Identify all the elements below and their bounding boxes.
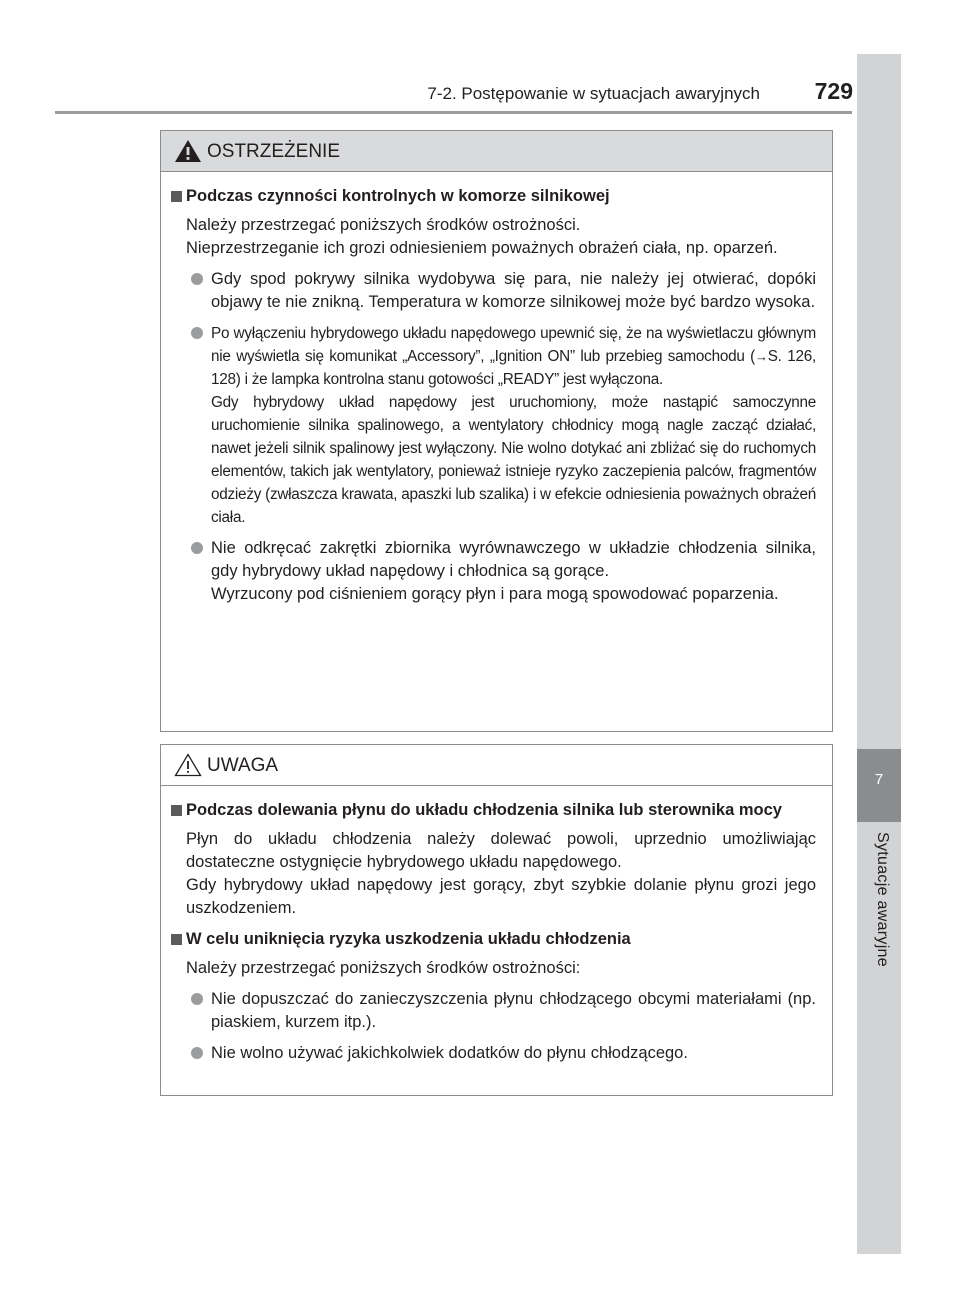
square-bullet-icon bbox=[171, 934, 182, 945]
page-number: 729 bbox=[814, 78, 853, 104]
round-bullet-icon bbox=[191, 273, 203, 285]
notice-heading-2-text: W celu uniknięcia ryzyka uszkodzenia układu chłodzenia bbox=[186, 930, 631, 948]
warning-bullet-2-text-a: Po wyłączeniu hybrydowego układu napędowego upewnić się, że na wyświetlaczu głównym nie wyświetla się komunikat „Accessory”, „Ignition ON” lub przebieg samochodu ( bbox=[211, 325, 816, 365]
warning-header bbox=[161, 131, 832, 172]
warning-bullet-3-text-a: Nie odkręcać zakrętki zbiornika wyrównawczego w układzie chłodzenia silnika, gdy hybrydowy układ napędowy i chłodnica są gorące. bbox=[211, 539, 816, 580]
round-bullet-icon bbox=[191, 327, 203, 339]
warning-bullet-2 bbox=[171, 322, 816, 529]
notice-heading-1 bbox=[171, 799, 816, 822]
square-bullet-icon bbox=[171, 191, 182, 202]
warning-bullet-2-text-c: Gdy hybrydowy układ napędowy jest uruchomiony, może nastąpić samoczynne uruchomienie silnika spalinowego, a wentylatory chłodnicy mogą nagle zacząć działać, nawet jeżeli silnik spalinowy jest wyłączony. Nie wolno dotykać ani zbliżać się do ruchomych elementów, takich jak wentylatory, ponieważ istnieje ryzyko zaczepienia palców, fragmentów odzieży (zwłaszcza krawata, apaszki lub szalika) i w efekcie odniesienia poważnych obrażeń ciała. bbox=[211, 394, 816, 526]
notice-heading-1-text: Podczas dolewania płynu do układu chłodzenia silnika lub sterownika mocy bbox=[186, 801, 782, 819]
chapter-label: Sytuacje awaryjne bbox=[874, 832, 891, 967]
notice-title: UWAGA bbox=[207, 755, 279, 776]
caution-triangle-icon bbox=[174, 753, 202, 777]
reference-arrow-icon: → bbox=[754, 349, 768, 364]
round-bullet-icon bbox=[191, 993, 203, 1005]
round-bullet-icon bbox=[191, 542, 203, 554]
notice-header bbox=[161, 745, 832, 786]
notice-bullet-2-text: Nie wolno używać jakichkolwiek dodatków do płynu chłodzącego. bbox=[211, 1044, 688, 1062]
notice-para-1a: Płyn do układu chłodzenia należy dolewać powoli, uprzednio umożliwiając dostateczne ostygnięcie hybrydowego układu napędowego. bbox=[186, 830, 816, 871]
warning-bullet-1-text: Gdy spod pokrywy silnika wydobywa się para, nie należy jej otwierać, dopóki objawy te nie znikną. Temperatura w komorze silnikowej może być bardzo wysoka. bbox=[211, 270, 816, 311]
chapter-number-tab: 7 bbox=[857, 749, 901, 822]
warning-heading-text: Podczas czynności kontrolnych w komorze silnikowej bbox=[186, 187, 610, 205]
notice-bullet-1-text: Nie dopuszczać do zanieczyszczenia płynu chłodzącego obcymi materiałami (np. piaskiem, kurzem itp.). bbox=[211, 990, 816, 1031]
warning-bullet-3 bbox=[171, 537, 816, 606]
warning-bullet-1 bbox=[171, 268, 816, 314]
warning-triangle-icon bbox=[174, 139, 202, 163]
warning-bullet-2-text-b: S. 126, 128) i że lampka kontrolna stanu gotowości „READY” jest wyłączona. bbox=[211, 348, 816, 388]
header-divider bbox=[55, 111, 852, 114]
square-bullet-icon bbox=[171, 805, 182, 816]
warning-intro-1: Należy przestrzegać poniższych środków ostrożności. bbox=[186, 216, 581, 234]
section-title: 7-2. Postępowanie w sytuacjach awaryjnych bbox=[427, 84, 760, 103]
warning-bullet-3-text-b: Wyrzucony pod ciśnieniem gorący płyn i para mogą spowodować poparzenia. bbox=[211, 585, 779, 603]
round-bullet-icon bbox=[191, 1047, 203, 1059]
notice-para-1b: Gdy hybrydowy układ napędowy jest gorący, zbyt szybkie dolanie płynu grozi jego uszkodzeniem. bbox=[186, 876, 816, 917]
notice-bullet-1 bbox=[171, 988, 816, 1034]
warning-title: OSTRZEŻENIE bbox=[207, 141, 341, 162]
warning-heading bbox=[171, 185, 816, 208]
notice-bullet-2 bbox=[171, 1042, 816, 1065]
notice-para-2: Należy przestrzegać poniższych środków ostrożności: bbox=[186, 959, 581, 977]
warning-intro-2: Nieprzestrzeganie ich grozi odniesieniem poważnych obrażeń ciała, np. oparzeń. bbox=[186, 239, 778, 257]
chapter-side-tab bbox=[857, 54, 901, 1254]
notice-box bbox=[160, 744, 833, 1096]
notice-heading-2 bbox=[171, 928, 816, 951]
warning-box bbox=[160, 130, 833, 732]
